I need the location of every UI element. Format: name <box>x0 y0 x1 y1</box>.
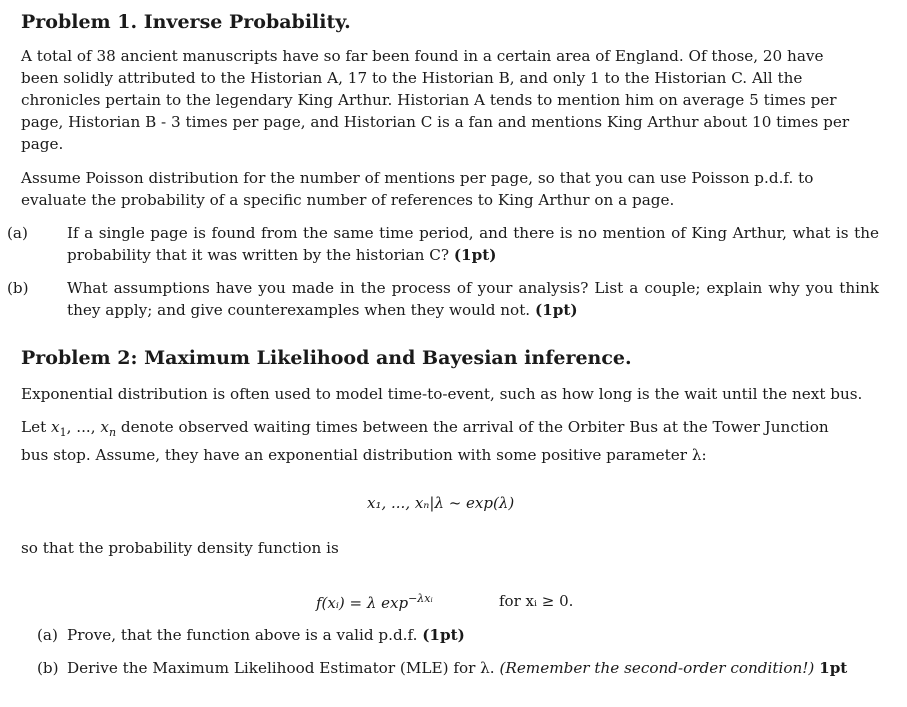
p2-part-b-label: (b) <box>37 659 59 677</box>
part-a-label: (a) <box>7 224 28 242</box>
intro-line-4: page, Historian B - 3 times per page, and Historian C is a fan and mentions King Arthur about 10 times per <box>21 113 850 131</box>
pdf-condition: for xᵢ ≥ 0. <box>499 592 574 610</box>
part-b-label: (b) <box>7 279 29 297</box>
part-b-points: (1pt) <box>534 301 578 319</box>
assume-line-2: evaluate the probability of a specific number of references to King Arthur on a page. <box>21 191 675 209</box>
problem1-part-b <box>7 277 879 321</box>
assume-line-1: Assume Poisson distribution for the number of mentions per page, so that you can use Poisson p.d.f. to <box>21 169 814 187</box>
intro-line-5: page. <box>21 135 64 153</box>
problem1-intro <box>21 45 879 155</box>
problem1-title: Problem 1. Inverse Probability. <box>21 11 351 33</box>
so-that-text: so that the probability density function is <box>21 539 339 557</box>
problem2-intro: Exponential distribution is often used to model time-to-event, such as how long is the wait until the next bus. <box>21 385 863 403</box>
part-a-text: If a single page is found from the same time period, and there is no mention of King Arthur, what is the probability that it was written by the historian C? <box>67 224 879 264</box>
p2-part-a-text: Prove, that the function above is a valid p.d.f. <box>67 626 418 644</box>
pdf-exponent: −λxᵢ <box>408 592 433 605</box>
p2-part-a-label: (a) <box>37 626 58 644</box>
problem2-let: Let $x_1$, ..., $x_n$ denote observed waiting times between the arrival of the Orbiter Bus at the Tower Junction bus stop. Assume, they have an exponential distribution with some positive parameter λ: <box>21 418 829 465</box>
intro-line-2: been solidly attributed to the Historian A, 17 to the Historian B, and only 1 to the Historian C. All the <box>21 69 803 87</box>
pdf-equation <box>316 592 433 612</box>
problem2-part-a <box>37 624 879 646</box>
part-b-text: What assumptions have you made in the process of your analysis? List a couple; explain why you think they apply; and give counterexamples when they would not. <box>67 279 879 319</box>
p2-part-a-points: (1pt) <box>422 626 465 644</box>
problem2-part-b <box>37 657 879 679</box>
pdf-lhs: f(xᵢ) = λ exp <box>316 594 409 612</box>
p2-part-b-points: 1pt <box>819 659 848 677</box>
problem2-title: Problem 2: Maximum Likelihood and Bayesian inference. <box>21 347 632 369</box>
problem1-assumption <box>21 167 879 211</box>
let-line-2: bus stop. Assume, they have an exponential distribution with some positive parameter λ: <box>21 446 707 465</box>
intro-line-1: A total of 38 ancient manuscripts have so far been found in a certain area of England. Of those, 20 have <box>21 47 824 65</box>
part-a-points: (1pt) <box>453 246 497 264</box>
p2-part-b-text: Derive the Maximum Likelihood Estimator (MLE) for λ. <box>67 659 495 677</box>
intro-line-3: chronicles pertain to the legendary King Arthur. Historian A tends to mention him on average 5 times per <box>21 91 837 109</box>
problem1-part-a <box>7 222 879 266</box>
distribution-equation: x₁, ..., xₙ|λ ~ exp(λ) <box>367 494 515 512</box>
p2-part-b-note: (Remember the second-order condition!) <box>499 659 815 677</box>
